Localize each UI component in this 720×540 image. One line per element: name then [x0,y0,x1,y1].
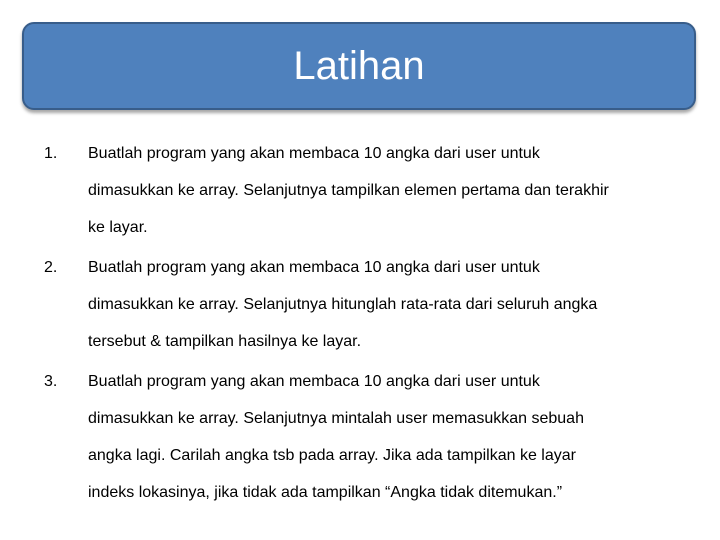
exercise-line: dimasukkan ke array. Selanjutnya tampilkan elemen pertama dan terakhir [88,182,609,199]
exercise-line: Buatlah program yang akan membaca 10 angka dari user untuk [88,259,540,276]
exercise-text [88,249,688,360]
slide-title: Latihan [293,44,425,88]
exercise-line: indeks lokasinya, jika tidak ada tampilkan “Angka tidak ditemukan.” [88,484,563,501]
exercise-text [88,135,688,246]
exercise-text [88,363,688,511]
exercise-number: 2. [44,259,58,276]
exercise-line: angka lagi. Carilah angka tsb pada array. Jika ada tampilkan ke layar [88,447,576,464]
exercise-line: dimasukkan ke array. Selanjutnya hitunglah rata-rata dari seluruh angka [88,296,598,313]
exercise-line: Buatlah program yang akan membaca 10 angka dari user untuk [88,373,540,390]
exercise-line: tersebut & tampilkan hasilnya ke layar. [88,333,362,350]
exercise-line: dimasukkan ke array. Selanjutnya mintalah user memasukkan sebuah [88,410,584,427]
exercise-number: 3. [44,373,58,390]
exercise-line: ke layar. [88,219,148,236]
exercise-line: Buatlah program yang akan membaca 10 angka dari user untuk [88,145,540,162]
exercise-number: 1. [44,145,58,162]
